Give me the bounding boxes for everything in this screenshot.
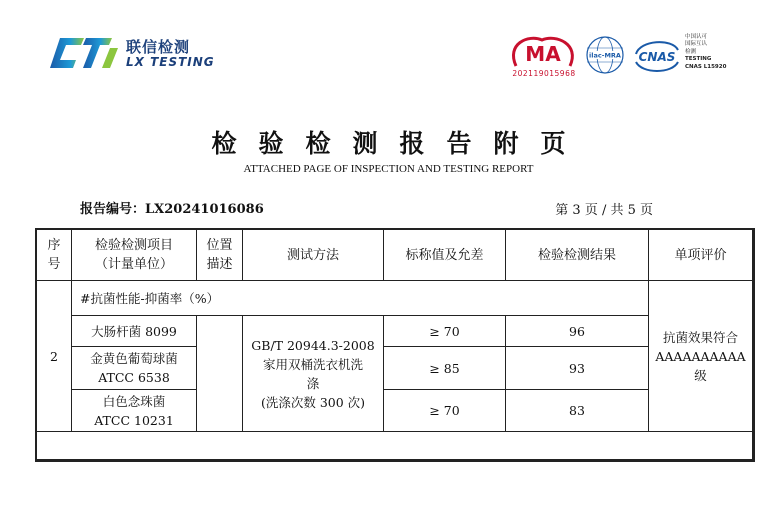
table-header-row: [37, 230, 753, 281]
cma-number: 202119015968: [512, 69, 576, 78]
company-name-en: LX TESTING: [126, 55, 215, 69]
header-position: 位置 描述: [197, 230, 243, 281]
company-name-cn: 联信检测: [126, 38, 191, 56]
header-evaluation: 单项评价: [649, 230, 753, 281]
table-row: [37, 281, 753, 316]
result-value: 96: [506, 316, 649, 347]
header-seq: 序 号: [37, 230, 72, 281]
cma-letters: MA: [525, 42, 561, 66]
cnas-line: 国际互认: [685, 41, 708, 48]
empty-cell: [37, 432, 753, 460]
header-item: 检验检测项目 （计量单位）: [72, 230, 197, 281]
report-number: [80, 198, 264, 217]
table-row: [37, 390, 753, 432]
report-number-value: LX20241016086: [145, 202, 264, 217]
cnas-line: CNAS L15920: [685, 63, 727, 70]
table-row-empty: [37, 432, 753, 460]
cnas-line: 中国认可: [685, 34, 708, 40]
header-spec: 标称值及允差: [384, 230, 506, 281]
result-value: 93: [506, 347, 649, 390]
row-seq: 2: [37, 281, 72, 432]
result-value: 83: [506, 390, 649, 432]
ilac-text: ilac-MRA: [589, 51, 621, 60]
lx-testing-logo-icon: [50, 36, 120, 70]
cnas-mark-icon: [632, 36, 682, 76]
header-result: 检验检测结果: [506, 230, 649, 281]
spec-value: ≥ 70: [384, 390, 506, 432]
test-method: GB/T 20944.3-2008 家用双桶洗衣机洗 涤 (洗涤次数 300 次): [243, 316, 384, 432]
cnas-line: 检测: [685, 48, 697, 55]
table-row: [37, 347, 753, 390]
position-desc: [197, 316, 243, 432]
cnas-letters: CNAS: [638, 50, 676, 64]
results-table: [36, 229, 753, 460]
cnas-line: TESTING: [685, 56, 712, 63]
item-name: 大肠杆菌 8099: [72, 316, 197, 347]
ilac-mra-icon: [585, 35, 625, 75]
page-title-en: ATTACHED PAGE OF INSPECTION AND TESTING REPORT: [243, 163, 534, 175]
item-name: 金黄色葡萄球菌 ATCC 6538: [72, 347, 197, 390]
row-evaluation: 抗菌效果符合 AAAAAAAAAA 级: [649, 281, 753, 432]
page-indicator: 第 3 页 / 共 5 页: [555, 203, 653, 218]
section-title: #抗菌性能-抑菌率（%）: [72, 281, 649, 316]
page-title-cn: 检验检测报告附页: [211, 129, 588, 158]
spec-value: ≥ 85: [384, 347, 506, 390]
report-number-label: 报告编号：: [80, 202, 146, 217]
spec-value: ≥ 70: [384, 316, 506, 347]
item-name: 白色念珠菌 ATCC 10231: [72, 390, 197, 432]
table-row: [37, 316, 753, 347]
header-method: 测试方法: [243, 230, 384, 281]
cnas-accreditation-text: [685, 34, 726, 71]
